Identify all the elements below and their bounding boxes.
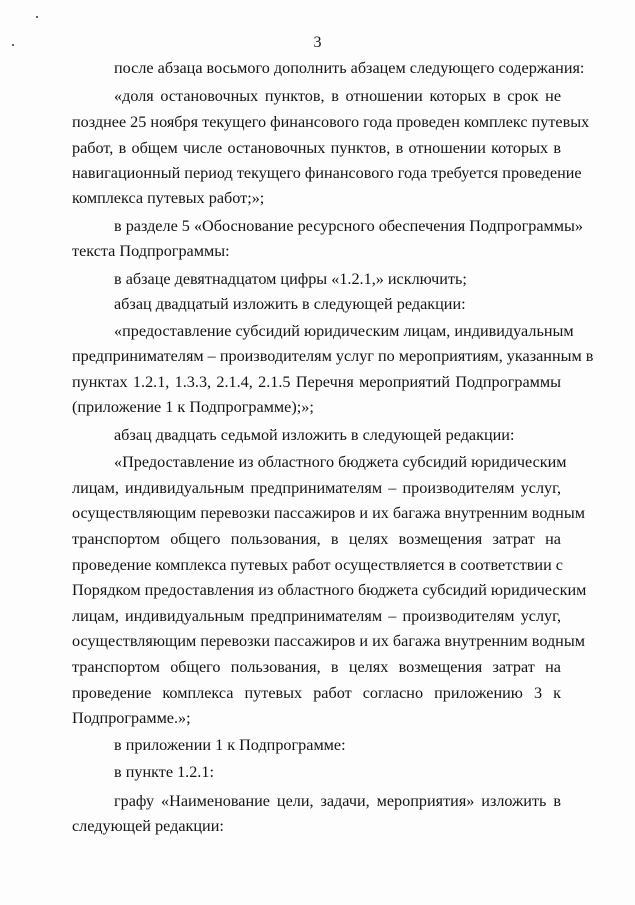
text-line: пунктах 1.2.1, 1.3.3, 2.1.4, 2.1.5 Перечня мероприятий Подпрограммы <box>72 373 561 391</box>
text-line: в разделе 5 «Обоснование ресурсного обеспечения Подпрограммы» <box>114 217 583 235</box>
text-line: абзац двадцатый изложить в следующей редакции: <box>114 295 466 313</box>
text-line: транспортом общего пользования, в целях возмещения затрат на <box>72 658 561 676</box>
page-number: 3 <box>313 34 322 51</box>
text-line: позднее 25 ноября текущего финансового года проведен комплекс путевых <box>72 113 590 131</box>
text-line: следующей редакции: <box>72 817 224 835</box>
text-line: текста Подпрограммы: <box>72 242 230 260</box>
text-line: Подпрограмме.»; <box>72 709 191 727</box>
text-line: в пункте 1.2.1: <box>114 763 214 781</box>
text-line: «доля остановочных пунктов, в отношении которых в срок не <box>114 87 561 105</box>
text-line: Порядком предоставления из областного бюджета субсидий юридическим <box>72 581 587 599</box>
text-line: предпринимателям – производителям услуг по мероприятиям, указанным в <box>72 347 594 365</box>
text-line: комплекса путевых работ;»; <box>72 189 265 207</box>
text-line: проведение комплекса путевых работ осуществляется в соответствии с <box>72 556 563 574</box>
text-line: (приложение 1 к Подпрограмме);»; <box>72 398 314 416</box>
text-line: лицам, индивидуальным предпринимателям – производителям услуг, <box>72 479 561 497</box>
text-line: транспортом общего пользования, в целях возмещения затрат на <box>72 530 561 548</box>
text-line: «предоставление субсидий юридическим лицам, индивидуальным <box>114 322 574 340</box>
text-line: осуществляющим перевозки пассажиров и их багажа внутренним водным <box>72 632 585 650</box>
text-line: после абзаца восьмого дополнить абзацем следующего содержания: <box>114 59 585 77</box>
text-line: работ, в общем числе остановочных пунктов, в отношении которых в <box>72 139 561 157</box>
text-line: графу «Наименование цели, задачи, мероприятия» изложить в <box>114 792 561 810</box>
text-line: в абзаце девятнадцатом цифры «1.2.1,» исключить; <box>114 270 467 288</box>
text-line: осуществляющим перевозки пассажиров и их багажа внутренним водным <box>72 504 585 522</box>
text-line: лицам, индивидуальным предпринимателям – производителям услуг, <box>72 607 561 625</box>
text-line: в приложении 1 к Подпрограмме: <box>114 736 346 754</box>
text-line: «Предоставление из областного бюджета субсидий юридическим <box>114 453 567 471</box>
text-line: проведение комплекса путевых работ согласно приложению 3 к <box>72 684 561 702</box>
text-line: навигационный период текущего финансового года требуется проведение <box>72 164 582 182</box>
text-line: абзац двадцать седьмой изложить в следующей редакции: <box>114 426 515 444</box>
scan-speck <box>36 16 38 18</box>
